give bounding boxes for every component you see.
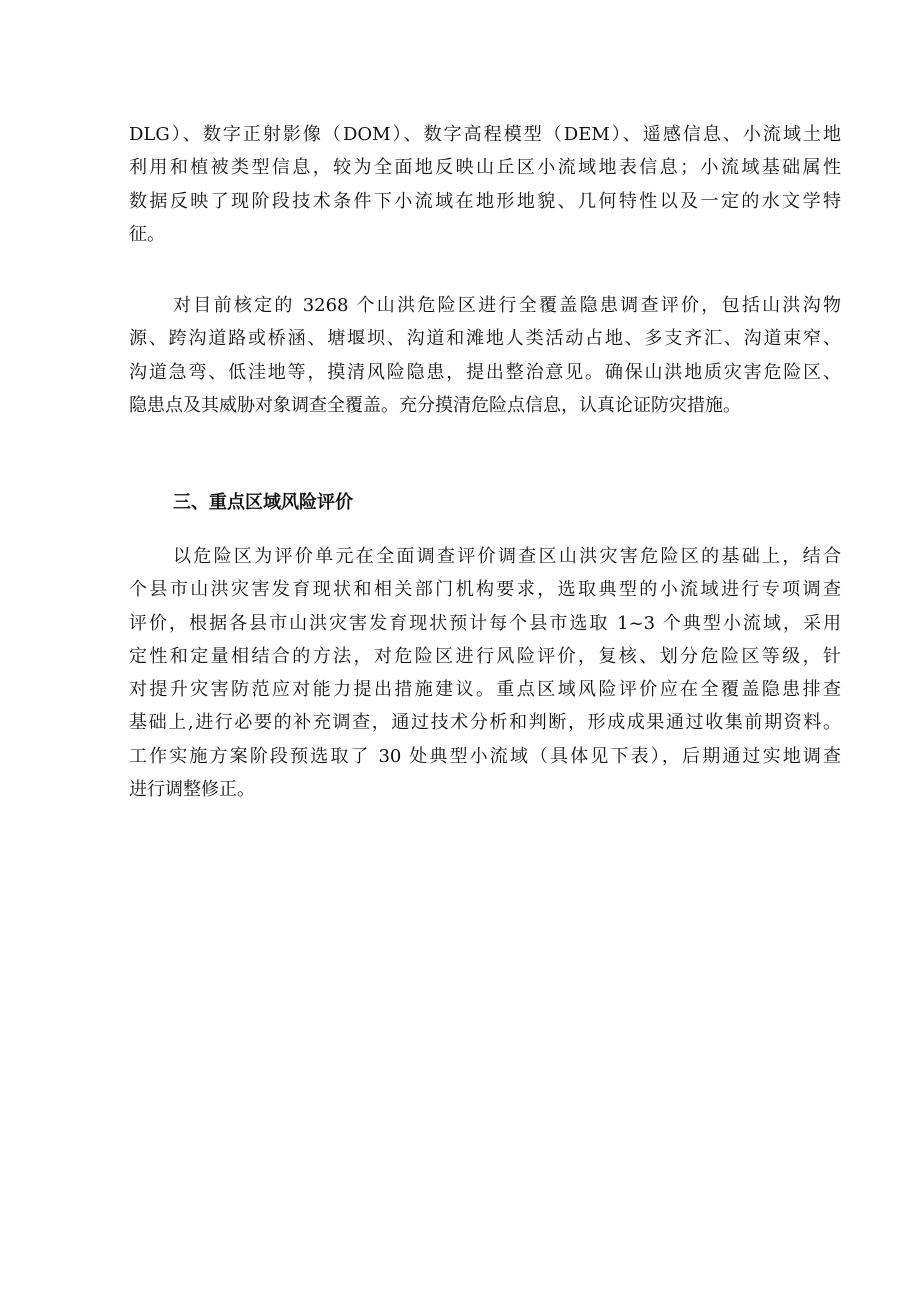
text-line: DLG）、数字正射影像（DOM）、数字高程模型（DEM）、遥感信息、小流域土地 <box>129 124 841 145</box>
text-line: 进行调整修正。 <box>129 779 255 801</box>
paragraph-hazard-survey <box>129 289 841 422</box>
paragraph-risk-evaluation <box>129 540 841 806</box>
text-line: 对提升灾害防范应对能力提出措施建议。重点区域风险评价应在全覆盖隐患排查 <box>129 679 841 701</box>
text-line: 隐患点及其威胁对象调查全覆盖。充分摸清危险点信息，认真论证防灾措施。 <box>129 394 741 416</box>
text-line: 利用和植被类型信息，较为全面地反映山丘区小流域地表信息；小流域基础属性 <box>129 157 841 179</box>
text-line: 数据反映了现阶段技术条件下小流域在地形地貌、几何特性以及一定的水文学特 <box>129 190 841 212</box>
text-line: 对目前核定的 3268 个山洪危险区进行全覆盖隐患调查评价，包括山洪沟物 <box>173 295 841 316</box>
text-line: 沟道急弯、低洼地等，摸清风险隐患，提出整治意见。确保山洪地质灾害危险区、 <box>129 361 841 383</box>
text-line: 个县市山洪灾害发育现状和相关部门机构要求，选取典型的小流域进行专项调查 <box>129 579 841 601</box>
text-line: 评价，根据各县市山洪灾害发育现状预计每个县市选取 1~3 个典型小流域，采用 <box>129 612 841 634</box>
text-line: 工作实施方案阶段预选取了 30 处典型小流域（具体见下表），后期通过实地调查 <box>129 745 841 767</box>
paragraph-data-sources <box>129 118 841 251</box>
text-line: 基础上,进行必要的补充调查，通过技术分析和判断，形成成果通过收集前期资料。 <box>129 712 841 734</box>
text-line: 征。 <box>129 223 165 245</box>
section-heading: 三、重点区域风险评价 <box>173 492 353 513</box>
text-line: 源、跨沟道路或桥涵、塘堰坝、沟道和滩地人类活动占地、多支齐汇、沟道束窄、 <box>129 328 841 350</box>
text-line: 以危险区为评价单元在全面调查评价调查区山洪灾害危险区的基础上，结合 <box>173 546 841 567</box>
text-line: 定性和定量相结合的方法，对危险区进行风险评价，复核、划分危险区等级，针 <box>129 645 841 667</box>
